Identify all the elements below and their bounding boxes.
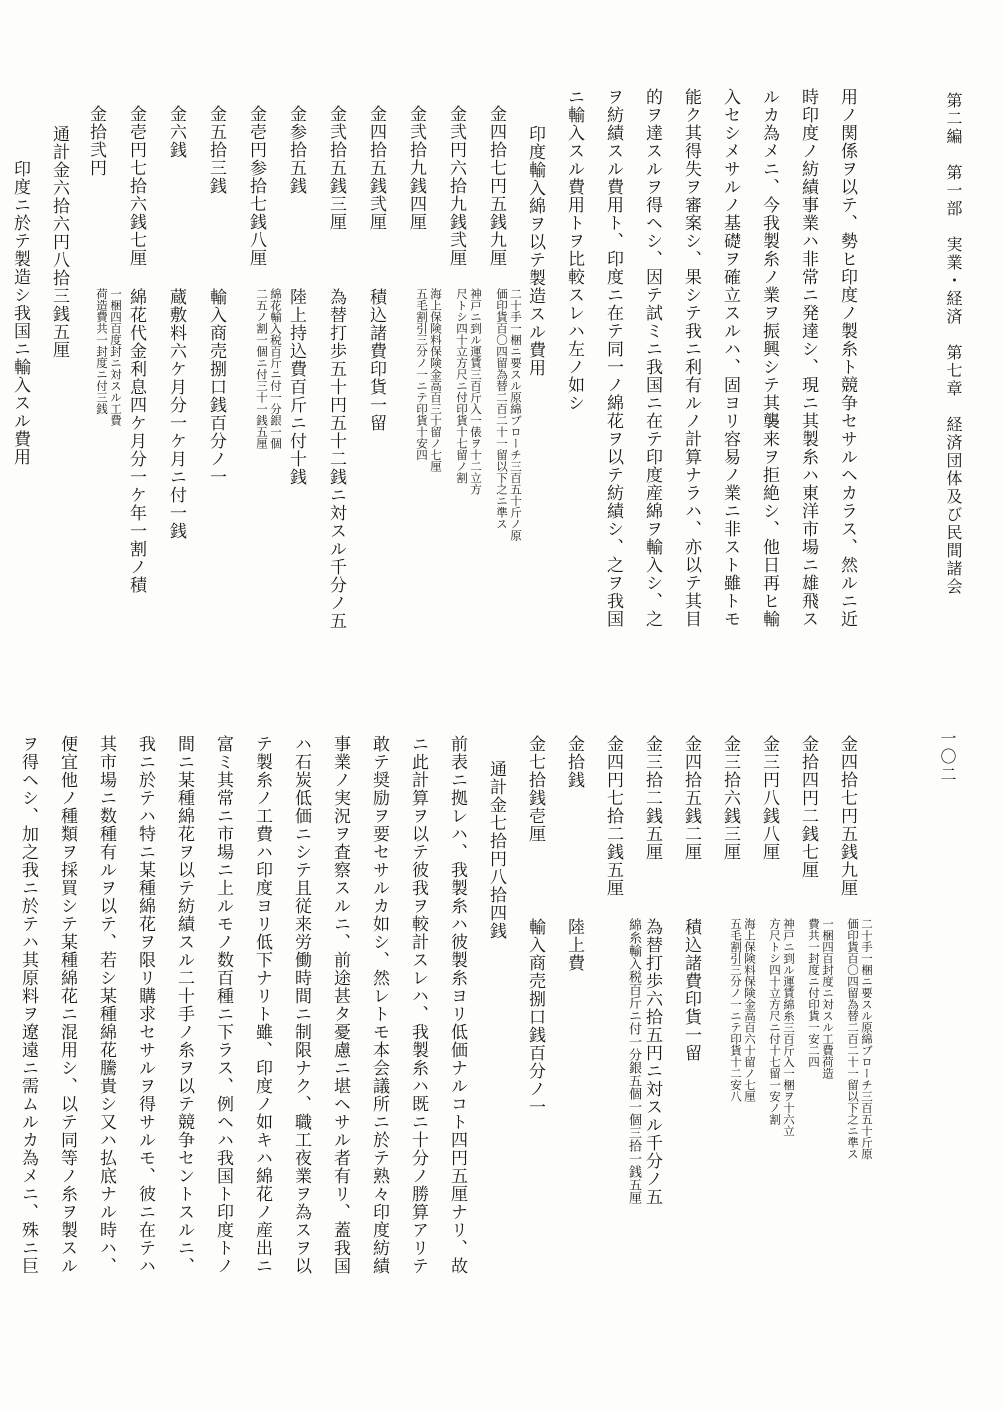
text-line: ヲ紡績スル費用ト、印度ニ在テ同一ノ綿花ヲ以テ紡績シ、之ヲ我国 (603, 88, 623, 628)
text-line: 敢テ奨励ヲ要セサルカ如シ、然レトモ本会議所ニ於テ熟々印度紡績 (369, 735, 389, 1275)
section-heading: 印度輸入綿ヲ以テ製造スル費用 (525, 125, 545, 377)
cost-amount: 金弐拾九銭四厘 (406, 105, 426, 231)
text-line: 其市場ニ数種有ルヲ以テ、若シ某種綿花騰貴シ又ハ払底ナル時ハ、 (96, 735, 116, 1275)
cost-note: 綿花輸入税百斤ニ付一分銀一個 二五ノ割一個ニ付三十一銭五厘 (255, 288, 283, 449)
cost-note: 綿糸輸入税百斤ニ付一分銀五個一個三拾一銭五厘 (626, 918, 641, 1204)
section-heading: 印度ニ於テ製造シ我国ニ輸入スル費用 (10, 160, 30, 466)
running-head: 第二編 第一部 実業・経済 第七章 経済団体及び民間諸会 (944, 92, 963, 596)
cost-note: 一梱四百封度ニ対スル工費荷造 費共一封度ニ付印貨一安二四 (807, 918, 835, 1079)
text-line: ニ輸入スル費用トヲ比較スレハ左ノ如シ (564, 88, 584, 412)
cost-note: 二十手一梱ニ要スル原綿ブローチ三百五十斤ノ原 価印貨百〇四留為替二百二十一留以下之ニ準ス (495, 288, 523, 541)
text-line: 間ニ某種綿花ヲ以テ紡績スル二十手ノ糸ヲ以テ競争セントスルニ、 (174, 735, 194, 1275)
cost-total: 通計金七拾円八拾四銭 (486, 760, 506, 940)
text-line: 時印度ノ紡績事業ハ非常ニ発達シ、現ニ其製糸ハ東洋市場ニ雄飛ス (798, 88, 818, 628)
cost-note: 輸入商売捌口銭百分ノ一 (206, 288, 226, 486)
cost-note: 一梱四百度封ニ対スル工費 荷造費共一封度ニ付三銭 (95, 288, 123, 426)
cost-amount: 金四拾七円五銭九厘 (837, 735, 857, 897)
cost-note: 輸入商売捌口銭百分ノ一 (525, 918, 545, 1116)
cost-amount: 金参拾五銭 (286, 105, 306, 195)
cost-amount: 金四拾五銭二厘 (681, 735, 701, 861)
text-line: 用ノ関係ヲ以テ、勢ヒ印度ノ製糸ト競争セサルヘカラス、然ルニ近 (837, 88, 857, 628)
cost-note: 為替打歩六拾五円ニ対スル千分ノ五 (642, 918, 662, 1206)
page-number: 一〇二 (938, 730, 957, 784)
text-line: 我ニ於テハ特ニ某種綿花ヲ限リ購求セサルヲ得サルモ、彼ニ在テハ (135, 735, 155, 1275)
cost-amount: 金弐円六拾九銭弐厘 (446, 105, 466, 267)
text-line: テ製糸ノ工費ハ印度ヨリ低下ナリト雖、印度ノ如キハ綿花ノ産出ニ (252, 735, 272, 1275)
cost-amount: 金七拾銭壱厘 (525, 735, 545, 843)
text-line: 入セシメサルノ基礎ヲ確立スルハ、固ヨリ容易ノ業ニ非スト雖トモ (720, 88, 740, 628)
text-line: 前表ニ拠レハ、我製糸ハ彼製糸ヨリ低価ナルコト四円五厘ナリ、故 (447, 735, 467, 1275)
text-line: 的ヲ達スルヲ得ヘシ、因テ試ミニ我国ニ在テ印度産綿ヲ輸入シ、之 (642, 88, 662, 628)
cost-note: 海上保険料保険金高百六十留ノ七厘 五毛割引三分ノ一ニテ印貨十二安八 (729, 918, 757, 1102)
text-line: 便宜他ノ種類ヲ採買シテ某種綿花ニ混用シ、以テ同等ノ糸ヲ製スル (57, 735, 77, 1275)
cost-note: 為替打歩五十円五十二銭ニ対スル千分ノ五 (326, 288, 346, 630)
cost-amount: 金六銭 (166, 105, 186, 159)
text-line: ハ石炭低価ニシテ且従来労働時間ニ制限ナク、職工夜業ヲ為スヲ以 (291, 735, 311, 1275)
cost-note: 積込諸費印貨一留 (681, 918, 701, 1062)
text-line: 事業ノ実況ヲ査察スルニ、前途甚タ憂慮ニ堪ヘサル者有リ、蓋我国 (330, 735, 350, 1275)
cost-note: 神戸ニ到ル運賃綿糸三百斤入一梱ヲ十六立 方尺トシ四十立方尺ニ付十七留一安ノ割 (768, 918, 796, 1137)
cost-note: 神戸ニ到ル運賃三百斤入一俵ヲ十二立方 尺トシ四十立方尺ニ付印貨十七留ノ割 (455, 288, 483, 495)
cost-amount: 金三拾六銭三厘 (720, 735, 740, 861)
cost-note: 積込諸費印貨一留 (366, 288, 386, 432)
cost-amount: 金拾四円二銭七厘 (798, 735, 818, 879)
cost-note: 海上保険料保険金高百三十留ノ七厘 五毛割引三分ノ一ニテ印貨十安四 (415, 288, 443, 472)
text-line: ルカ為メニ、今我製糸ノ業ヲ振興シテ其襲来ヲ拒絶シ、他日再ヒ輸 (759, 88, 779, 628)
cost-note: 綿花代金利息四ケ月分一ケ年一割ノ積 (126, 288, 146, 594)
cost-amount: 金四拾七円五銭九厘 (486, 105, 506, 267)
cost-amount: 金拾銭 (564, 735, 584, 789)
cost-amount: 金拾弐円 (86, 105, 106, 177)
cost-total: 通計金六拾六円八拾三銭五厘 (49, 125, 69, 359)
text-line: ヲ得ヘシ、加之我ニ於テハ其原料ヲ遼遠ニ需ムルカ為メニ、殊ニ巨 (18, 735, 38, 1275)
cost-amount: 金弐拾五銭三厘 (326, 105, 346, 231)
cost-amount: 金壱円七拾六銭七厘 (126, 105, 146, 267)
cost-amount: 金五拾三銭 (206, 105, 226, 195)
cost-amount: 金壱円参拾七銭八厘 (246, 105, 266, 267)
cost-amount: 金四円七拾二銭五厘 (603, 735, 623, 897)
text-line: 能ク其得失ヲ審案シ、果シテ我ニ利有ルノ計算ナラハ、亦以テ其目 (681, 88, 701, 628)
cost-amount: 金三円八銭八厘 (759, 735, 779, 861)
cost-note: 蔵敷料六ケ月分一ケ月ニ付一銭 (166, 288, 186, 540)
cost-amount: 金四拾五銭弐厘 (366, 105, 386, 231)
text-line: ニ此計算ヲ以テ彼我ヲ較計スレハ、我製糸ハ既ニ十分ノ勝算アリテ (408, 735, 428, 1275)
text-line: 富ミ其常ニ市場ニ上ルモノ数百種ニ下ラス、例ヘハ我国ト印度トノ (213, 735, 233, 1275)
cost-note: 二十手一梱ニ要スル原綿ブローチ三百五十斤原 価印貨百〇四留為替二百二十一留以下之ニ準ス (846, 918, 874, 1160)
cost-amount: 金三拾二銭五厘 (642, 735, 662, 861)
cost-note: 陸上費 (564, 918, 584, 972)
cost-note: 陸上持込費百斤ニ付十銭 (286, 288, 306, 486)
